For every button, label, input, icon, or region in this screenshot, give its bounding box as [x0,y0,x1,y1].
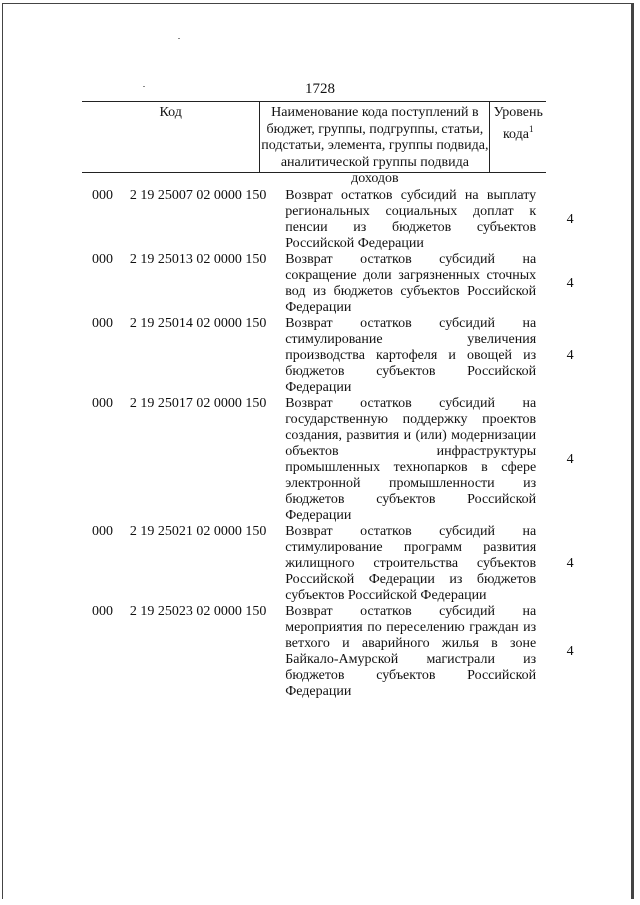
admin-code: 000 [92,524,113,539]
admin-code: 000 [92,252,113,267]
table-row [90,396,590,524]
revenue-code: 2 19 25014 02 0000 150 [129,316,267,331]
admin-code: 000 [92,604,113,619]
revenue-name: Возврат остатков субсидий на мероприятия по переселению граждан из ветхого и аварийного жилья в зоне Байкало-Амурской магистрали из бюджетов субъектов Российской Федерации [285,604,537,699]
table-row [90,316,590,396]
code-level: 4 [566,276,574,291]
table-row [90,188,590,252]
revenue-code: 2 19 25013 02 0000 150 [129,252,267,267]
header-level-footnote: 1 [529,124,534,134]
revenue-name: Возврат остатков субсидий на государственную поддержку проектов создания, развития и (или) модернизации объектов инфраструктуры промышленных технопарков в сфере электронной промышленности из бюджетов субъектов Российской Федерации [285,396,537,523]
revenue-code: 2 19 25017 02 0000 150 [129,396,267,411]
revenue-name: Возврат остатков субсидий на стимулирование программ развития жилищного строительства субъектов Российской Федерации из бюджетов субъектов Российской Федерации [285,524,537,603]
table-body [90,188,590,700]
header-name: Наименование кода поступлений в бюджет, группы, подгруппы, статьи, подстатьи, элемента, группы подвида, аналитической группы подвида доходов [259,102,490,172]
revenue-code: 2 19 25007 02 0000 150 [129,188,267,203]
header-level [490,102,546,172]
admin-code: 000 [92,396,113,411]
table-header [82,101,546,186]
revenue-code: 2 19 25023 02 0000 150 [129,604,267,619]
code-level: 4 [566,452,574,467]
code-level: 4 [566,212,574,227]
page-number: 1728 [305,81,335,97]
revenue-name: Возврат остатков субсидий на сокращение доли загрязненных сточных вод из бюджетов субъектов Российской Федерации [285,252,537,315]
code-level: 4 [566,348,574,363]
code-level: 4 [566,556,574,571]
table-row [90,252,590,316]
table-row [90,524,590,604]
table-row [90,604,590,700]
header-code: Код [159,105,182,120]
scan-speck [178,38,180,39]
admin-code: 000 [92,316,113,331]
revenue-name: Возврат остатков субсидий на стимулирование увеличения производства картофеля и овощей из бюджетов субъектов Российской Федерации [285,316,537,395]
revenue-code: 2 19 25021 02 0000 150 [129,524,267,539]
admin-code: 000 [92,188,113,203]
code-level: 4 [566,644,574,659]
header-level-label: Уровень кода [493,105,543,142]
revenue-name: Возврат остатков субсидий на выплату региональных социальных доплат к пенсии из бюджетов субъектов Российской Федерации [285,188,537,251]
